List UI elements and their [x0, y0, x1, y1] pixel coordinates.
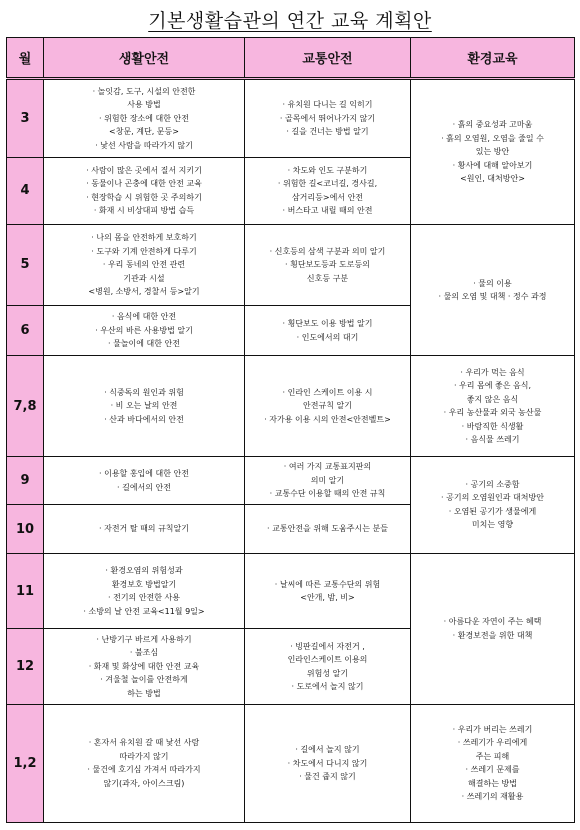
- cell-line: · 인도에서의 대기: [296, 332, 359, 342]
- cell-line: · 황사에 대해 알아보기: [452, 160, 533, 170]
- cell-line: · 차도와 인도 구분하기: [287, 165, 368, 175]
- cell-line: · 물의 오염 및 대책 · 정수 과정: [438, 292, 547, 302]
- cell-line: · 흙의 오염원, 오염을 줄일 수: [441, 133, 544, 143]
- header-traffic-safety: 교통안전: [245, 38, 411, 79]
- cell-line: · 나의 몸을 안전하게 보호하기: [91, 233, 197, 243]
- cell-line: · 물의 이용: [473, 278, 512, 288]
- environment-cell: [411, 356, 575, 457]
- cell-line: · 교통수단 이용할 때의 안전 규칙: [269, 489, 386, 499]
- month-cell: 9: [7, 457, 44, 505]
- life-safety-cell: [44, 553, 245, 629]
- cell-line: · 공기의 오염원인과 대처방안: [441, 493, 544, 503]
- traffic-safety-cell: [245, 629, 411, 705]
- cell-line: 의미 알기: [310, 475, 345, 485]
- cell-line: · 산과 바다에서의 안전: [104, 414, 184, 424]
- cell-line: · 물건에 호기심 가져서 따라가지: [87, 765, 201, 775]
- cell-line: 신호등 구분: [306, 273, 349, 283]
- month-cell: 4: [7, 157, 44, 225]
- cell-line: · 혼자서 유치원 갈 때 낯선 사람: [88, 738, 200, 748]
- cell-line: <병원, 소방서, 경찰서 등>알기: [88, 287, 200, 297]
- cell-line: · 환경보전을 위한 대책: [452, 630, 533, 640]
- traffic-safety-cell: [245, 305, 411, 355]
- table-row: [7, 457, 575, 505]
- cell-line: · 우산의 바른 사용방법 알기: [95, 325, 193, 335]
- header-month: 월: [7, 38, 44, 79]
- cell-line: · 사람이 많은 곳에서 질서 지키기: [86, 165, 202, 175]
- life-safety-cell: [44, 629, 245, 705]
- table-row: [7, 704, 575, 822]
- cell-line: · 쓰레기가 우리에게: [457, 738, 528, 748]
- cell-line: · 우리가 먹는 음식: [460, 367, 525, 377]
- cell-line: 위험성 알기: [306, 668, 349, 678]
- life-safety-cell: [44, 704, 245, 822]
- traffic-safety-cell: [245, 704, 411, 822]
- cell-line: · 인라인 스케이트 이용 시: [282, 387, 373, 397]
- cell-line: · 식중독의 원인과 위험: [104, 387, 184, 397]
- month-cell: 12: [7, 629, 44, 705]
- life-safety-cell: [44, 79, 245, 158]
- title-container: [0, 6, 580, 33]
- cell-line: · 골목에서 뛰어나가지 않기: [279, 113, 376, 123]
- cell-line: 삼거리등>에서 안전: [291, 192, 364, 202]
- cell-line: · 도로에서 놀지 않기: [291, 682, 364, 692]
- cell-line: · 횡단보도 이용 방법 알기: [282, 319, 373, 328]
- cell-line: · 우리 농산물과 외국 농산물: [443, 408, 542, 418]
- month-cell: 5: [7, 225, 44, 306]
- cell-line: · 소방의 날 안전 교육<11월 9일>: [83, 606, 205, 616]
- life-safety-cell: [44, 356, 245, 457]
- cell-line: · 교통안전을 위해 도움주시는 분들: [267, 524, 388, 534]
- cell-line: 주는 피해: [475, 751, 510, 761]
- cell-line: · 쓰레기 문제를: [465, 765, 520, 775]
- table-row: [7, 356, 575, 457]
- traffic-safety-cell: [245, 356, 411, 457]
- cell-line: · 공기의 소중함: [465, 479, 520, 489]
- cell-line: 따라가지 않기: [119, 751, 169, 761]
- cell-line: · 자전거 탈 때의 규칙알기: [99, 524, 189, 534]
- cell-line: · 도구와 기계 안전하게 다루기: [91, 246, 197, 256]
- traffic-safety-cell: [245, 457, 411, 505]
- cell-line: · 환경오염의 위험성과: [105, 566, 183, 576]
- cell-line: · 음식에 대한 안전: [111, 312, 177, 322]
- traffic-safety-cell: [245, 79, 411, 158]
- life-safety-cell: [44, 457, 245, 505]
- cell-line: · 횡단보도등과 도로등의: [285, 260, 370, 270]
- cell-line: · 우리 몸에 좋은 음식,: [453, 381, 532, 391]
- cell-line: · 쓰레기의 재활용: [461, 792, 524, 802]
- life-safety-cell: [44, 505, 245, 553]
- cell-line: · 바람직한 식생활: [461, 421, 524, 431]
- traffic-safety-cell: [245, 225, 411, 306]
- cell-line: · 아름다운 자연이 주는 혜택: [443, 617, 542, 627]
- cell-line: · 오염된 공기가 생물에게: [448, 506, 537, 516]
- life-safety-cell: [44, 225, 245, 306]
- header-row: [7, 38, 575, 79]
- cell-line: · 낯선 사람을 따라가지 않기: [95, 140, 193, 150]
- cell-line: · 음식물 쓰레기: [465, 435, 520, 445]
- cell-line: · 물건 줍지 않기: [299, 772, 356, 782]
- cell-line: 하는 방법: [127, 688, 161, 698]
- cell-line: <창문, 계단, 문등>: [109, 127, 179, 137]
- cell-line: · 물놀이에 대한 안전: [108, 339, 180, 349]
- month-cell: 11: [7, 553, 44, 629]
- cell-line: · 흙의 중요성과 고마움: [452, 120, 533, 130]
- education-plan-table: [6, 37, 575, 823]
- cell-line: · 길을 건너는 방법 알기: [286, 127, 369, 137]
- cell-line: 환경보호 방법알기: [111, 579, 177, 589]
- cell-line: 사용 방법: [127, 100, 161, 110]
- month-cell: 1,2: [7, 704, 44, 822]
- month-cell: 6: [7, 305, 44, 355]
- cell-line: · 화재 및 화상에 대한 안전 교육: [88, 661, 200, 671]
- header-environment: 환경교육: [411, 38, 575, 79]
- month-cell: 3: [7, 79, 44, 158]
- environment-cell: [411, 79, 575, 225]
- cell-line: <안개, 밤, 비>: [300, 593, 355, 603]
- cell-line: · 신호등의 삼색 구분과 의미 알기: [269, 246, 386, 256]
- cell-line: · 위험한 장소에 대한 안전: [99, 113, 189, 123]
- table-row: [7, 553, 575, 629]
- cell-line: 미치는 영향: [471, 520, 514, 530]
- cell-line: · 여러 가지 교통표지판의: [283, 462, 372, 472]
- cell-line: · 버스타고 내릴 때의 안전: [282, 206, 373, 216]
- traffic-safety-cell: [245, 505, 411, 553]
- life-safety-cell: [44, 305, 245, 355]
- cell-line: · 전기의 안전한 사용: [108, 593, 180, 603]
- cell-line: · 날씨에 따른 교통수단의 위험: [274, 579, 381, 589]
- cell-line: · 길에서의 안전: [117, 482, 171, 492]
- cell-line: · 유치원 다니는 길 익히기: [282, 100, 373, 110]
- table-row: [7, 225, 575, 306]
- table-row: [7, 79, 575, 158]
- cell-line: · 위험한 길<코너길, 경사길,: [277, 179, 378, 189]
- header-life-safety: 생활안전: [44, 38, 245, 79]
- cell-line: · 우리 동네의 안전 관련: [102, 260, 186, 270]
- cell-line: · 불조심: [129, 648, 159, 658]
- cell-line: · 화재 시 비상대피 방법 습득: [93, 206, 195, 216]
- cell-line: · 놀잇감, 도구, 시설의 안전한: [92, 86, 196, 96]
- traffic-safety-cell: [245, 157, 411, 225]
- cell-line: 있는 방안: [475, 147, 510, 157]
- cell-line: 안전규칙 알기: [303, 401, 352, 411]
- cell-line: · 자가용 이용 시의 안전<안전벨트>: [264, 414, 391, 424]
- environment-cell: [411, 553, 575, 704]
- environment-cell: [411, 457, 575, 554]
- cell-line: 해결하는 방법: [468, 778, 517, 788]
- cell-line: · 빙판길에서 자전거 ,: [290, 641, 365, 651]
- cell-line: · 난방기구 바르게 사용하기: [96, 634, 192, 644]
- month-cell: 10: [7, 505, 44, 553]
- cell-line: 않기(과자, 아이스크림): [103, 778, 185, 788]
- cell-line: · 겨울철 놀이를 안전하게: [100, 675, 188, 685]
- environment-cell: [411, 225, 575, 356]
- cell-line: · 비 오는 날의 안전: [110, 401, 178, 411]
- environment-cell: [411, 704, 575, 822]
- traffic-safety-cell: [245, 553, 411, 629]
- cell-line: 좋지 않은 음식: [466, 394, 519, 404]
- cell-line: · 우리가 버리는 쓰레기: [452, 724, 533, 734]
- page-title: 기본생활습관의 연간 교육 계획안: [148, 10, 432, 32]
- cell-line: 기관과 시설: [123, 273, 165, 283]
- cell-line: <원인, 대처방안>: [460, 174, 525, 184]
- cell-line: · 이용할 홍입에 대한 안전: [99, 469, 189, 479]
- month-cell: 7,8: [7, 356, 44, 457]
- cell-line: · 차도에서 다니지 않기: [287, 758, 368, 768]
- cell-line: · 길에서 놀지 않기: [295, 745, 360, 755]
- cell-line: · 현장학습 시 위험한 곳 주의하기: [86, 192, 202, 202]
- life-safety-cell: [44, 157, 245, 225]
- cell-line: 인라인스케이트 이용의: [287, 655, 368, 665]
- cell-line: · 동물이나 곤충에 대한 안전 교육: [86, 179, 202, 189]
